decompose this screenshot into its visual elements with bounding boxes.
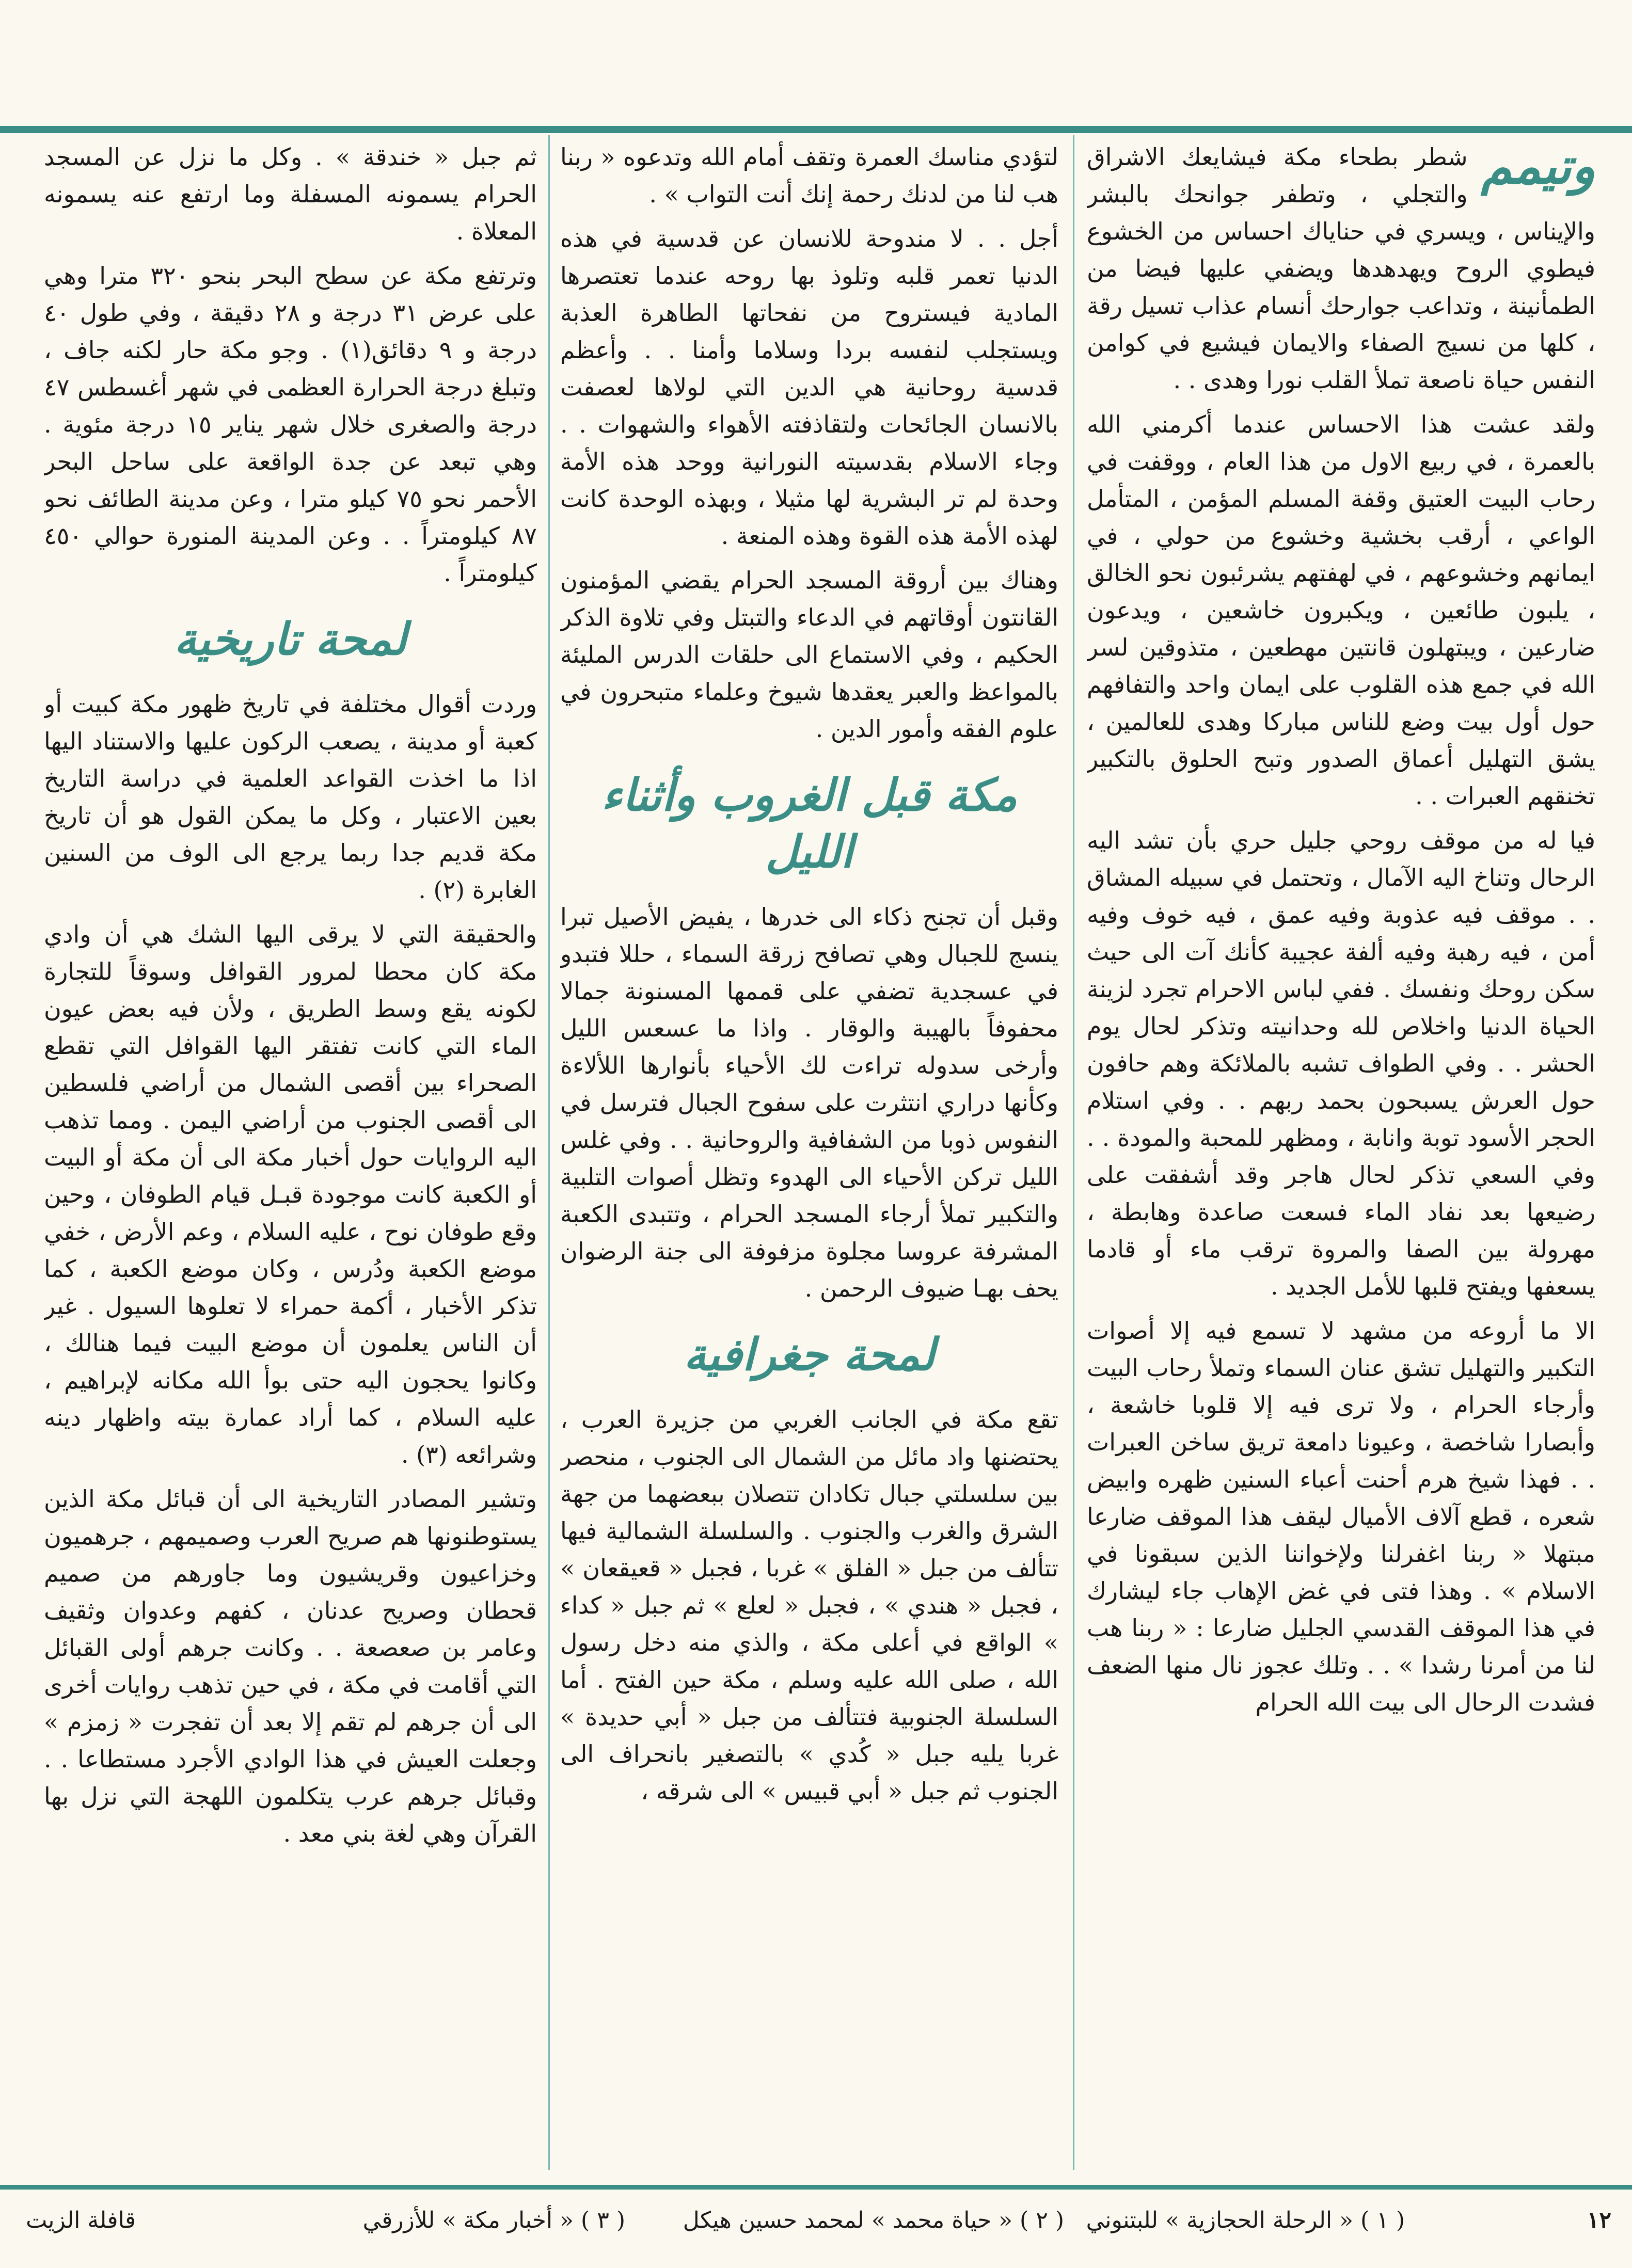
footer: [0, 2200, 1632, 2246]
paragraph: ولقد عشت هذا الاحساس عندما أكرمني الله بالعمرة ، في ربيع الاول من هذا العام ، ووقفت في رحاب البيت العتيق وقفة المسلم المؤمن ، المتأمل الواعي ، أرقب بخشية وخشوع من حولي ، في ايمانهم وخشوعهم ، في لهفتهم يشرئبون نحو الخالق ، يلبون طائعين ، ويكبرون خاشعين ، ويدعون ضارعين ، ويبتهلون قانتين مهطعين ، متذوقين لسر الله في جمع هذه القلوب على ايمان واحد والتفافهم حول أول بيت وضع للناس مباركا وهدى للعالمين ، يشق التهليل أعماق الصدور وتبح الحلوق بالتكبير تخنقهم العبرات . .: [1087, 410, 1595, 810]
paragraph: وردت أقوال مختلفة في تاريخ ظهور مكة كبيت أو كعبة أو مدينة ، يصعب الركون عليها والاستناد اليها اذا ما اخذت القواعد العلمية في دراسة التاريخ بعين الاعتبار ، وكل ما يمكن القول هو أن تاريخ مكة قديم جدا ربما يرجع الى الوف من السنين الغابرة (٢) .: [44, 690, 537, 904]
column-right: [1087, 138, 1595, 2177]
paragraph: وتشير المصادر التاريخية الى أن قبائل مكة الذين يستوطنونها هم صريح العرب وصميمهم ، جرهميون وخزاعيون وقريشيون وما جاورهم من صميم قحطان وصريح عدنان ، كفهم وعدوان وثقيف وعامر بن صعصعة . . وكانت جرهم أولى القبائل التي أقامت في مكة ، في حين تذهب روايات أخرى الى أن جرهم لم تقم إلا بعد أن تفجرت « زمزم » وجعلت العيش في هذا الوادي الأجرد مستطاعا . . وقبائل جرهم عرب يتكلمون اللهجة التي نزل بها القرآن وهي لغة بني معد .: [44, 1485, 537, 1847]
paragraph: الا ما أروعه من مشهد لا تسمع فيه إلا أصوات التكبير والتهليل تشق عنان السماء وتملأ رحاب البيت وأرجاء الحرام ، ولا ترى فيه إلا قلوبا خاشعة ، وأبصارا شاخصة ، وعيونا دامعة تريق ساخن العبرات . . فهذا شيخ هرم أحنت أعباء السنين ظهره وابيض شعره ، قطع آلاف الأميال ليقف هذا الموقف ضارعا مبتهلا « ربنا اغفرلنا ولإخواننا الذين سبقونا في الاسلام » . وهذا فتى في غض الإهاب جاء ليشارك في هذا الموقف القدسي الجليل ضارعا : « ربنا هب لنا من أمرنا رشدا » . . وتلك عجوز نال منها الضعف فشدت الرحال الى بيت الله الحرام: [1087, 1317, 1595, 1716]
paragraph: لتؤدي مناسك العمرة وتقف أمام الله وتدعوه « ربنا هب لنا من لدنك رحمة إنك أنت التواب » .: [560, 143, 1058, 208]
top-rule: [0, 126, 1632, 133]
drop-cap: وتيمم: [1481, 138, 1595, 195]
paragraph: ثم جبل « خندقة » . وكل ما نزل عن المسجد الحرام يسمونه المسفلة وما ارتفع عنه يسمونه المعلاة .: [44, 143, 537, 245]
column-divider: [548, 135, 550, 2170]
magazine-name: قافلة الزيت: [26, 2207, 136, 2233]
paragraph: شطر بطحاء مكة فيشايعك الاشراق والتجلي ، وتطفر جوانحك بالبشر والإيناس ، ويسري في حناياك احساس من الخشوع فيطوي الروح ويهدهدها ويضفي عليها فيضا من الطمأنينة ، وتداعب جوارحك أنسام عذاب تسيل رقة ، كلها من نسيج الصفاء والايمان فيشيع في كوامن النفس حياة ناصعة تملأ القلب نورا وهدى . .: [1087, 143, 1595, 394]
paragraph: وهناك بين أروقة المسجد الحرام يقضي المؤمنون القانتون أوقاتهم في الدعاء والتبتل وفي تلاوة الذكر الحكيم ، وفي الاستماع الى حلقات الدرس المليئة بالمواعظ والعبر يعقدها شيوخ وعلماء متبحرون في علوم الفقه وأمور الدين .: [560, 566, 1058, 743]
section-heading-night: مكة قبل الغروب وأثناء الليل: [601, 769, 1018, 878]
section-heading-geography: لمحة جغرافية: [684, 1329, 935, 1381]
paragraph: وقبل أن تجنح ذكاء الى خدرها ، يفيض الأصيل تبرا ينسج للجبال وهي تصافح زرقة السماء ، حللا فتبدو في عسجدية تضفي على قممها المسنونة جمالا محفوفاً بالهيبة والوقار . واذا ما عسعس الليل وأرخى سدوله تراءت لك الأحياء بأنوارها اللألاءة وكأنها دراري انتثرت على سفوح الجبال فترسل في النفوس ذوبا من الشفافية والروحانية . . وفي غلس الليل تركن الأحياء الى الهدوء وتظل أصوات التلبية والتكبير تملأ أرجاء المسجد الحرام ، وتتبدى الكعبة المشرفة عروسا مجلوة مزفوفة الى جنة الرضوان يحف بهـا ضيوف الرحمن .: [560, 903, 1058, 1302]
paragraph: والحقيقة التي لا يرقى اليها الشك هي أن وادي مكة كان محطا لمرور القوافل وسوقاً للتجارة لكونه يقع وسط الطريق ، ولأن فيه بعض عيون الماء التي كانت تفتقر اليها القوافل التي تقطع الصحراء بين أقصى الشمال من أراضي فلسطين الى أقصى الجنوب من أراضي اليمن . ومما تذهب اليه الروايات حول أخبار مكة الى أن مكة أو البيت أو الكعبة كانت موجودة قبـل قيام الطوفان ، وحين وقع طوفان نوح ، عليه السلام ، وعم الأرض ، خفي موضع الكعبة ودُرس ، وكان موضع الكعبة ، كما تذكر الأخبار ، أكمة حمراء لا تعلوها السيول . غير أن الناس يعلمون أن موضع البيت فيما هنالك ، وكانوا يحجون اليه حتى بوأ الله مكانه لإبراهيم ، عليه السلام ، كما أراد عمارة بيته واظهار دينه وشرائعه (٣) .: [44, 920, 537, 1468]
section-heading-history: لمحة تاريخية: [174, 613, 407, 665]
column-middle: [560, 138, 1058, 2177]
column-left: [44, 138, 537, 2177]
paragraph: وترتفع مكة عن سطح البحر بنحو ٣٢٠ مترا وهي على عرض ٣١ درجة و ٢٨ دقيقة ، وفي طول ٤٠ درجة و ٩ دقائق(١) . وجو مكة حار لكنه جاف ، وتبلغ درجة الحرارة العظمى في شهر أغسطس ٤٧ درجة والصغرى خلال شهر يناير ١٥ درجة مئوية . وهي تبعد عن جدة الواقعة على ساحل البحر الأحمر نحو ٧٥ كيلو مترا ، وعن مدينة الطائف نحو ٨٧ كيلومتراً . . وعن المدينة المنورة حوالي ٤٥٠ كيلومتراً .: [44, 262, 537, 587]
page-number: ١٢: [1587, 2207, 1611, 2233]
footnote-2: ( ٢ ) « حياة محمد » لمحمد حسين هيكل: [683, 2207, 1064, 2233]
paragraph: تقع مكة في الجانب الغربي من جزيرة العرب ، يحتضنها واد مائل من الشمال الى الجنوب ، منحصر بين سلسلتي جبال تكادان تتصلان ببعضهما من جهة الشرق والغرب والجنوب . والسلسلة الشمالية فيها تتألف من جبل « الفلق » غربا ، فجبل « قعيقعان » ، فجبل « هندي » ، فجبل « لعلع » ثم جبل « كداء » الواقع في أعلى مكة ، والذي منه دخل رسول الله ، صلى الله عليه وسلم ، مكة حين الفتح . أما السلسلة الجنوبية فتتألف من جبل « أبي حديدة » غربا يليه جبل « كُدي » بالتصغير بانحراف الى الجنوب ثم جبل « أبي قبيس » الى شرقه ،: [560, 1405, 1058, 1805]
paragraph: فيا له من موقف روحي جليل حري بأن تشد اليه الرحال وتناخ اليه الآمال ، وتحتمل في سبيله المشاق . . موقف فيه عذوبة وفيه عمق ، فيه خوف وفيه أمن ، فيه رهبة وفيه ألفة عجيبة كأنك آت الى حيث سكن روحك ونفسك . ففي لباس الاحرام تجرد لزينة الحياة الدنيا واخلاص لله وحدانيته وتذكر لحال يوم الحشر . . وفي الطواف تشبه بالملائكة وهم حافون حول العرش يسبحون بحمد ربهم . . وفي استلام الحجر الأسود توبة وانابة ، ومظهر للمحبة والمودة . . وفي السعي تذكر لحال هاجر وقد أشفقت على رضيعها بعد نفاد الماء فسعت صاعدة وهابطة ، مهرولة بين الصفا والمروة ترقب ماء أو قادما يسعفها ويفتح قلبها للأمل الجديد .: [1087, 826, 1595, 1300]
column-divider: [1073, 135, 1074, 2170]
footnote-3: ( ٣ ) « أخبار مكة » للأزرقي: [362, 2207, 625, 2233]
footnote-1: ( ١ ) « الرحلة الحجازية » للبتنوني: [1086, 2207, 1405, 2233]
bottom-rule: [0, 2185, 1632, 2190]
paragraph: أجل . . لا مندوحة للانسان عن قدسية في هذه الدنيا تعمر قلبه وتلوذ بها روحه عندما تعتصرها المادية فيستروح من نفحاتها الطاهرة العذبة ويستجلب لنفسه بردا وسلاما وأمنا . . وأعظم قدسية روحانية هي الدين التي لولاها لعصفت بالانسان الجائحات ولتقاذفته الأهواء والشهوات . . وجاء الاسلام بقدسيته النورانية ووحد هذه الأمة وحدة لم تر البشرية لها مثيلا ، وبهذه الوحدة كانت لهذه الأمة هذه القوة وهذه المنعة .: [560, 225, 1058, 550]
